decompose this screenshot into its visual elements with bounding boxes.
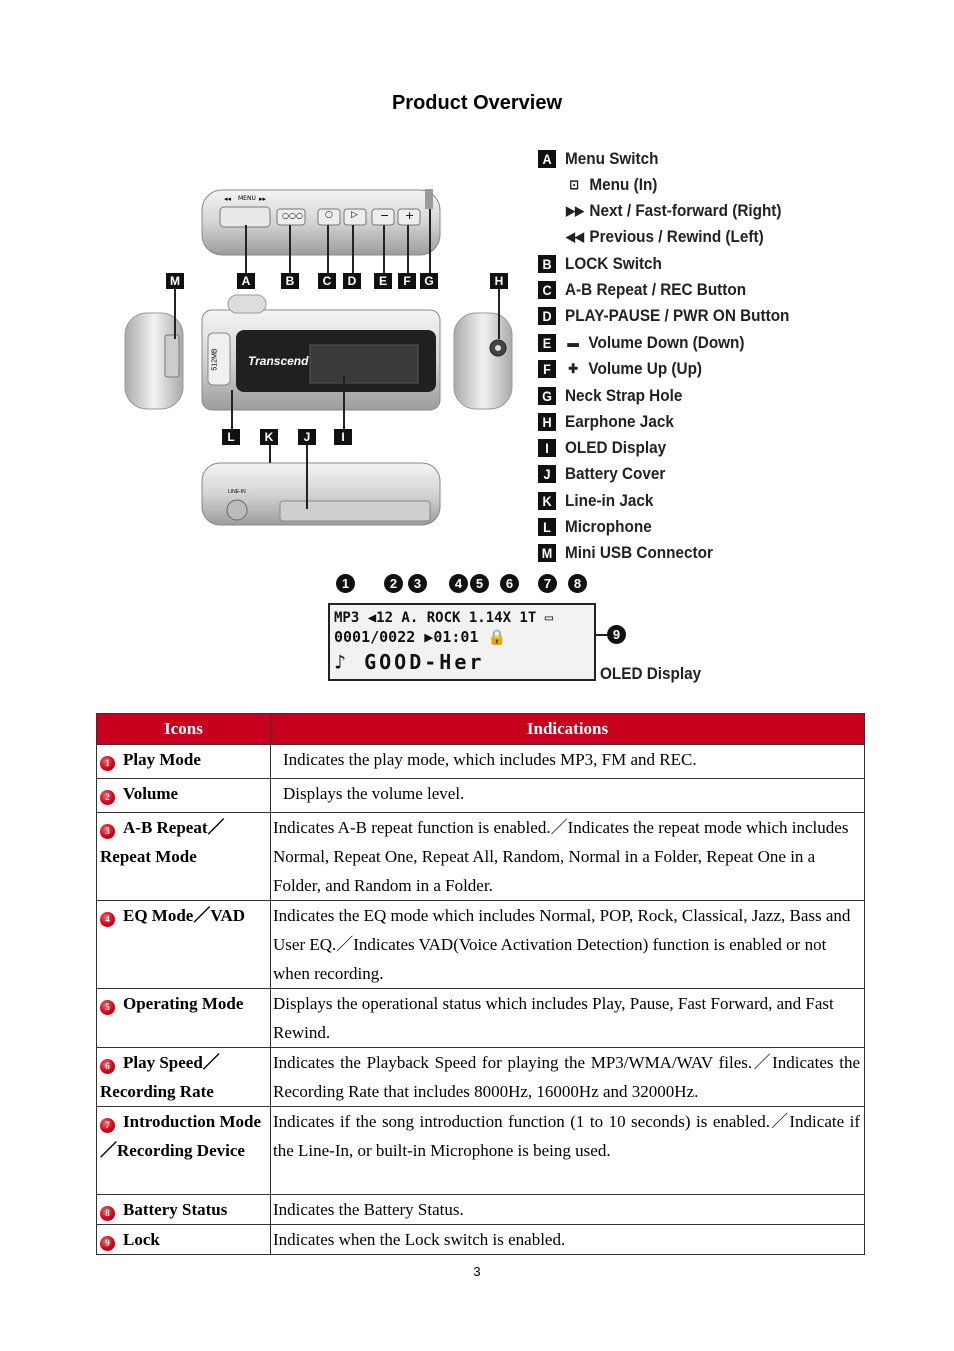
page-title: Product Overview [391,92,563,114]
oled-callout-1: 1 [336,574,355,593]
indication-text: Indicates the Battery Status. [271,1195,865,1225]
line-in-label: LINE-IN [228,489,246,495]
table-header-row [97,714,865,745]
indications-table [96,713,865,1255]
legend-sub-item: ◀◀ Previous / Rewind (Left) [566,227,764,246]
table-row [97,1048,865,1107]
menu-glyph: MENU [238,195,256,202]
minus-icon: ▬ [567,335,579,350]
callout-f: F [398,273,416,289]
callout-k: K [260,429,278,445]
number-badge-icon: 5 [100,1000,115,1015]
device-illustration [120,145,540,535]
oled-track-line: 0001/0022 ▶01:01 🔒 [334,628,507,646]
legend-item: C A-B Repeat / REC Button [538,279,746,301]
plus-icon: ✚ [568,361,579,376]
legend-item: F ✚ Volume Up (Up) [538,358,702,380]
indication-text: Indicates A-B repeat function is enabled.／Indicates the repeat mode which includes Normal, Repeat One, Repeat All, Random, Normal in a Folder, Repeat One in a Folder, and Random in a Folder. [271,813,865,901]
device-side-label: 512MB [211,348,219,371]
number-badge-icon: 4 [100,912,115,927]
legend-item: H Earphone Jack [538,411,674,433]
table-row [97,745,865,779]
icon-label: Play Speed／Recording Rate [100,1053,220,1101]
indication-text: Indicates when the Lock switch is enabled. [271,1225,865,1255]
callout-h: H [490,273,508,289]
number-badge-icon: 3 [100,824,115,839]
indication-text: Displays the operational status which includes Play, Pause, Fast Forward, and Fast Rewind. [271,989,865,1048]
callout-c: C [318,273,336,289]
indication-text: Indicates the play mode, which includes MP3, FM and REC. [271,745,865,779]
icon-label: Lock [123,1230,160,1249]
oled-title-line: ♪ GOOD-Her [334,650,485,674]
forward-glyph: ▸▸ [259,195,267,203]
device-diagram [120,145,540,535]
oled-display-label: OLED Display [600,664,702,683]
icon-label: Play Mode [123,750,201,769]
oled-callout-5: 5 [470,574,489,593]
number-badge-icon: 9 [100,1236,115,1251]
legend-item: A Menu Switch [538,148,659,170]
table-row [97,813,865,901]
legend-item: I OLED Display [538,437,666,459]
legend-item: G Neck Strap Hole [538,385,682,407]
callout-g: G [420,273,438,289]
indication-text: Indicates if the song introduction function (1 to 10 seconds) is enabled.／Indicate if the Line-In, or built-in Microphone is being used. [271,1107,865,1195]
oled-callout-8: 8 [568,574,587,593]
legend-item: B LOCK Switch [538,253,662,275]
icon-label: Introduction Mode／Recording Device [100,1112,262,1160]
icon-label: Volume [123,784,179,803]
rewind-glyph: ◂◂ [224,195,232,203]
indication-text: Displays the volume level. [271,779,865,813]
number-badge-icon: 8 [100,1206,115,1221]
table-row [97,901,865,989]
callout-b: B [281,273,299,289]
table-row [97,1225,865,1255]
callout-j: J [298,429,316,445]
icon-label: Battery Status [123,1200,228,1219]
indication-text: Indicates the Playback Speed for playing the MP3/WMA/WAV files.／Indicates the Recording Rate that includes 8000Hz, 16000Hz and 32000Hz. [271,1048,865,1107]
oled-callout-3: 3 [408,574,427,593]
number-badge-icon: 1 [100,756,115,771]
legend-item: J Battery Cover [538,463,665,485]
oled-callout-9: 9 [607,625,626,644]
oled-number-callouts [328,574,598,598]
legend-item: L Microphone [538,516,652,538]
oled-callout-7: 7 [538,574,557,593]
table-row [97,1195,865,1225]
header-icons: Icons [97,714,271,745]
indication-text: Indicates the EQ mode which includes Normal, POP, Rock, Classical, Jazz, Bass and User EQ.／Indicates VAD(Voice Activation Detection) function is enabled or not when recording. [271,901,865,989]
fast-forward-icon: ▶▶ [566,203,584,218]
legend-sub-item: ⊡ Menu (In) [566,174,657,196]
play-glyph: ▷ [351,210,358,220]
number-badge-icon: 7 [100,1118,115,1133]
icon-label: Operating Mode [123,994,244,1013]
oled-callout-6: 6 [500,574,519,593]
menu-in-icon: ⊡ [569,177,580,192]
legend-sub-item: ▶▶ Next / Fast-forward (Right) [566,201,782,220]
header-indications: Indications [271,714,865,745]
callout-i: I [334,429,352,445]
callout-e: E [374,273,392,289]
oled-status-line: MP3 ◀12 A. ROCK 1.14X 1T ▭ [334,610,554,626]
oled-callout-2: 2 [384,574,403,593]
ab-glyph: ○ [325,210,333,220]
page-number: 3 [473,1264,481,1279]
icon-label: A-B Repeat／Repeat Mode [100,818,225,866]
number-badge-icon: 2 [100,790,115,805]
legend-item: D PLAY-PAUSE / PWR ON Button [538,305,789,327]
oled-display [328,603,596,681]
minus-glyph: − [380,209,390,222]
callout-d: D [343,273,361,289]
legend-item: M Mini USB Connector [538,542,713,564]
rewind-icon: ◀◀ [566,229,584,244]
table-row [97,1107,865,1195]
number-badge-icon: 6 [100,1059,115,1074]
callout-l: L [222,429,240,445]
legend-item: E ▬ Volume Down (Down) [538,332,745,354]
table-row [97,989,865,1048]
device-brand: Transcend [248,354,309,368]
oled-callout-4: 4 [449,574,468,593]
callout-m: M [166,273,184,289]
legend-item: K Line-in Jack [538,490,653,512]
table-row [97,779,865,813]
plus-glyph: + [405,209,415,222]
callout-a: A [237,273,255,289]
lock-glyph: ○○○ [282,211,303,220]
icon-label: EQ Mode／VAD [123,906,245,925]
